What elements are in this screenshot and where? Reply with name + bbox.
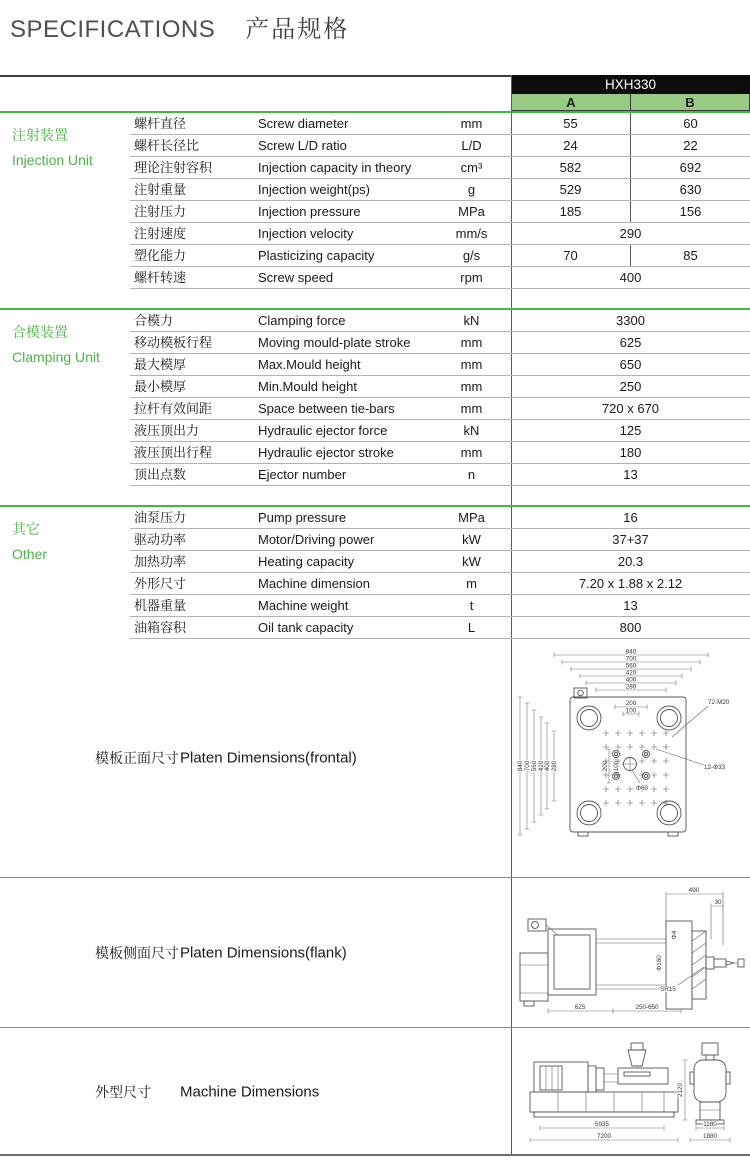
dim-label: 560 <box>625 662 637 670</box>
spec-value-b: 60 <box>630 113 750 134</box>
section-label <box>12 517 130 567</box>
spec-cn: 螺杆直径 <box>134 116 187 131</box>
spec-unit: L/D <box>461 138 482 153</box>
dim-label: 280 <box>551 760 558 772</box>
dim-label: 200 <box>625 700 637 707</box>
spec-cn: 最小模厚 <box>134 379 187 394</box>
spec-row <box>130 595 750 617</box>
spec-cn: 液压顶出行程 <box>134 445 213 460</box>
diagram-row-machine <box>0 1029 750 1154</box>
dim-label: 840 <box>517 760 524 772</box>
spec-value-merged: 180 <box>619 445 642 460</box>
spec-unit: kN <box>463 313 480 328</box>
spec-unit: kW <box>462 554 481 569</box>
page-title-en: SPECIFICATIONS <box>10 16 216 43</box>
spec-cn: 注射压力 <box>134 204 187 219</box>
spec-value-merged: 37+37 <box>612 532 649 547</box>
spec-row <box>130 464 750 486</box>
spec-row <box>130 179 750 201</box>
spec-row <box>130 310 750 332</box>
dim-label: 420 <box>538 760 545 772</box>
model-name: HXH330 <box>604 77 657 92</box>
dim-label: 560 <box>531 760 538 772</box>
spec-cn: 合模力 <box>134 313 174 328</box>
dim-label: 400 <box>625 676 637 684</box>
spec-en: Ejector number <box>258 467 347 482</box>
spec-row <box>130 135 750 157</box>
spec-value-b: 22 <box>630 135 750 156</box>
table-bottom-rule <box>0 1154 750 1156</box>
section-label-cn: 合模装置 <box>12 324 68 340</box>
dim-label: 200 <box>602 760 609 772</box>
spec-row <box>130 442 750 464</box>
page-title-cn: 产品规格 <box>245 16 350 43</box>
spec-cn: 移动模板行程 <box>134 335 213 350</box>
spec-value-merged: 13 <box>623 467 638 482</box>
spec-row <box>130 617 750 639</box>
section-label-cn: 其它 <box>12 521 40 537</box>
dim-label: 490 <box>688 887 700 894</box>
spec-cn: 加热功率 <box>134 554 187 569</box>
spec-unit: mm <box>460 116 483 131</box>
spec-cn: 螺杆长径比 <box>134 138 200 153</box>
spec-en: Hydraulic ejector force <box>258 423 388 438</box>
machine-dimensions-diagram <box>524 1038 744 1148</box>
section-label <box>12 320 130 370</box>
spec-value-a: 529 <box>559 182 582 197</box>
spec-en: Screw diameter <box>258 116 349 131</box>
spec-cn: 外形尺寸 <box>134 576 187 591</box>
spec-unit: cm³ <box>460 160 483 175</box>
spec-row <box>130 551 750 573</box>
spec-row <box>130 573 750 595</box>
spec-cn: 螺杆转速 <box>134 270 187 285</box>
spec-cn: 油泵压力 <box>134 510 187 525</box>
spec-unit: mm <box>460 379 483 394</box>
dim-label: 100 <box>613 760 620 772</box>
spec-en: Machine dimension <box>258 576 371 591</box>
spec-value-b: 156 <box>630 201 750 222</box>
spec-cn: 机器重量 <box>134 598 187 613</box>
spec-unit: mm/s <box>455 226 488 241</box>
spec-unit: g <box>467 182 476 197</box>
spec-en: Injection velocity <box>258 226 354 241</box>
spec-cn: 最大模厚 <box>134 357 187 372</box>
spec-value-merged: 20.3 <box>617 554 644 569</box>
section-injection-unit <box>0 111 750 289</box>
dim-label: 1880 <box>702 1133 718 1140</box>
variant-a-header: A <box>512 94 630 110</box>
spec-row <box>130 245 750 267</box>
spec-value-merged: 13 <box>623 598 638 613</box>
diagram-label-cn: 外型尺寸 <box>95 1083 151 1100</box>
spec-en: Injection capacity in theory <box>258 160 412 175</box>
spec-unit: MPa <box>458 204 485 219</box>
spec-row <box>130 113 750 135</box>
spec-row <box>130 376 750 398</box>
spec-unit: MPa <box>458 510 485 525</box>
spec-row <box>130 354 750 376</box>
spec-value-b: 85 <box>630 245 750 266</box>
spec-en: Screw L/D ratio <box>258 138 347 153</box>
spec-value-merged: 3300 <box>616 313 645 328</box>
dim-label: Φ160 <box>656 955 663 971</box>
spec-row <box>130 507 750 529</box>
spec-value-merged: 290 <box>619 226 642 241</box>
dim-label: 700 <box>524 760 531 772</box>
spec-unit: kN <box>463 423 480 438</box>
spec-value-a: 55 <box>563 116 578 131</box>
spec-en: Machine weight <box>258 598 349 613</box>
spec-en: Moving mould-plate stroke <box>258 335 411 350</box>
spec-en: Injection pressure <box>258 204 361 219</box>
dim-label: 30 <box>714 899 722 906</box>
spec-en: Injection weight(ps) <box>258 182 370 197</box>
spec-en: Plasticizing capacity <box>258 248 375 263</box>
dim-label: 400 <box>544 760 551 772</box>
section-label <box>12 123 130 173</box>
spec-unit: g/s <box>462 248 481 263</box>
dim-label: 420 <box>625 669 637 677</box>
spec-cn: 顶出点数 <box>134 467 187 482</box>
spec-unit: mm <box>460 445 483 460</box>
callout-label: Φ60 <box>636 785 649 792</box>
dim-label: 100 <box>625 707 637 715</box>
diagram-label-cn: 模板正面尺寸 <box>95 750 179 766</box>
spec-value-merged: 250 <box>619 379 642 394</box>
variant-b-header: B <box>630 94 749 110</box>
section-label-cn: 注射装置 <box>12 127 68 143</box>
diagram-row-platen-flank <box>0 879 750 1028</box>
spec-value-merged: 720 x 670 <box>601 401 660 416</box>
spec-en: Hydraulic ejector stroke <box>258 445 394 460</box>
spec-value-b: 630 <box>630 179 750 200</box>
spec-value-a: 185 <box>559 204 582 219</box>
spec-value-merged: 16 <box>623 510 638 525</box>
spec-row <box>130 267 750 289</box>
spec-unit: rpm <box>460 270 483 285</box>
dim-label: 5935 <box>594 1121 610 1128</box>
diagram-label-en: Machine Dimensions <box>180 1083 320 1100</box>
spec-row <box>130 201 750 223</box>
diagram-label-en: Platen Dimensions(frontal) <box>180 749 357 767</box>
section-rows <box>130 113 750 289</box>
spec-cn: 理论注射容积 <box>134 160 213 175</box>
spec-value-a: 582 <box>559 160 582 175</box>
spec-value-a: 24 <box>563 138 578 153</box>
dim-label: 840 <box>625 648 637 656</box>
spec-value-merged: 625 <box>619 335 642 350</box>
section-label-en: Other <box>12 546 48 562</box>
callout-label: 12-Φ33 <box>704 764 726 771</box>
section-label-en: Injection Unit <box>12 152 93 168</box>
page-title <box>10 9 349 44</box>
section-label-en: Clamping Unit <box>12 349 100 365</box>
spec-row <box>130 223 750 245</box>
spec-row <box>130 157 750 179</box>
spec-value-merged: 800 <box>619 620 642 635</box>
model-header <box>511 75 750 94</box>
dim-label: 2120 <box>677 1082 684 1098</box>
spec-cn: 驱动功率 <box>134 532 187 547</box>
spec-en: Clamping force <box>258 313 346 328</box>
section-clamping-unit <box>0 308 750 486</box>
spec-row <box>130 529 750 551</box>
spec-row <box>130 420 750 442</box>
spec-unit: mm <box>460 401 483 416</box>
dim-label: 250-650 <box>635 1004 659 1011</box>
spec-cn: 拉杆有效间距 <box>134 401 213 416</box>
dim-label: 280 <box>625 683 637 691</box>
spec-cn: 注射重量 <box>134 182 187 197</box>
spec-value-merged: 7.20 x 1.88 x 2.12 <box>578 576 683 591</box>
spec-unit: mm <box>460 357 483 372</box>
spec-en: Min.Mould height <box>258 379 357 394</box>
dim-label: 625 <box>574 1004 586 1011</box>
spec-cn: 注射速度 <box>134 226 187 241</box>
spec-value-merged: 400 <box>619 270 642 285</box>
spec-en: Motor/Driving power <box>258 532 375 547</box>
spec-en: Pump pressure <box>258 510 347 525</box>
spec-value-a: 70 <box>563 248 578 263</box>
callout-label: 72-M20 <box>708 699 730 706</box>
frontal-platen-diagram <box>512 647 744 869</box>
spec-value-b: 692 <box>630 157 750 178</box>
spec-en: Oil tank capacity <box>258 620 354 635</box>
section-rows <box>130 507 750 639</box>
dim-label: 700 <box>625 655 637 663</box>
spec-value-merged: 650 <box>619 357 642 372</box>
spec-en: Heating capacity <box>258 554 355 569</box>
spec-cn: 液压顶出力 <box>134 423 200 438</box>
spec-unit: n <box>467 467 476 482</box>
spec-en: Max.Mould height <box>258 357 361 372</box>
spec-unit: kW <box>462 532 481 547</box>
diagram-label-en: Platen Dimensions(flank) <box>180 944 347 962</box>
dim-label: 1180 <box>703 1121 717 1128</box>
variant-header-row <box>511 94 750 111</box>
spec-en: Screw speed <box>258 270 334 285</box>
section-rows <box>130 310 750 486</box>
spec-row <box>130 332 750 354</box>
spec-row <box>130 398 750 420</box>
spec-unit: t <box>469 598 474 613</box>
dim-label: 7200 <box>596 1133 612 1140</box>
dim-label: Φ4 <box>671 930 678 940</box>
spec-unit: m <box>466 576 477 591</box>
spec-en: Space between tie-bars <box>258 401 395 416</box>
section-other <box>0 505 750 639</box>
spec-unit: mm <box>460 335 483 350</box>
spec-unit: L <box>467 620 476 635</box>
spec-value-merged: 125 <box>619 423 642 438</box>
flank-platen-diagram <box>518 887 746 1021</box>
spec-cn: 油箱容积 <box>134 620 187 635</box>
diagram-row-platen-frontal <box>0 639 750 878</box>
spec-cn: 塑化能力 <box>134 248 187 263</box>
diagram-label-cn: 模板侧面尺寸 <box>95 945 179 961</box>
callout-label: SR15 <box>660 986 676 993</box>
